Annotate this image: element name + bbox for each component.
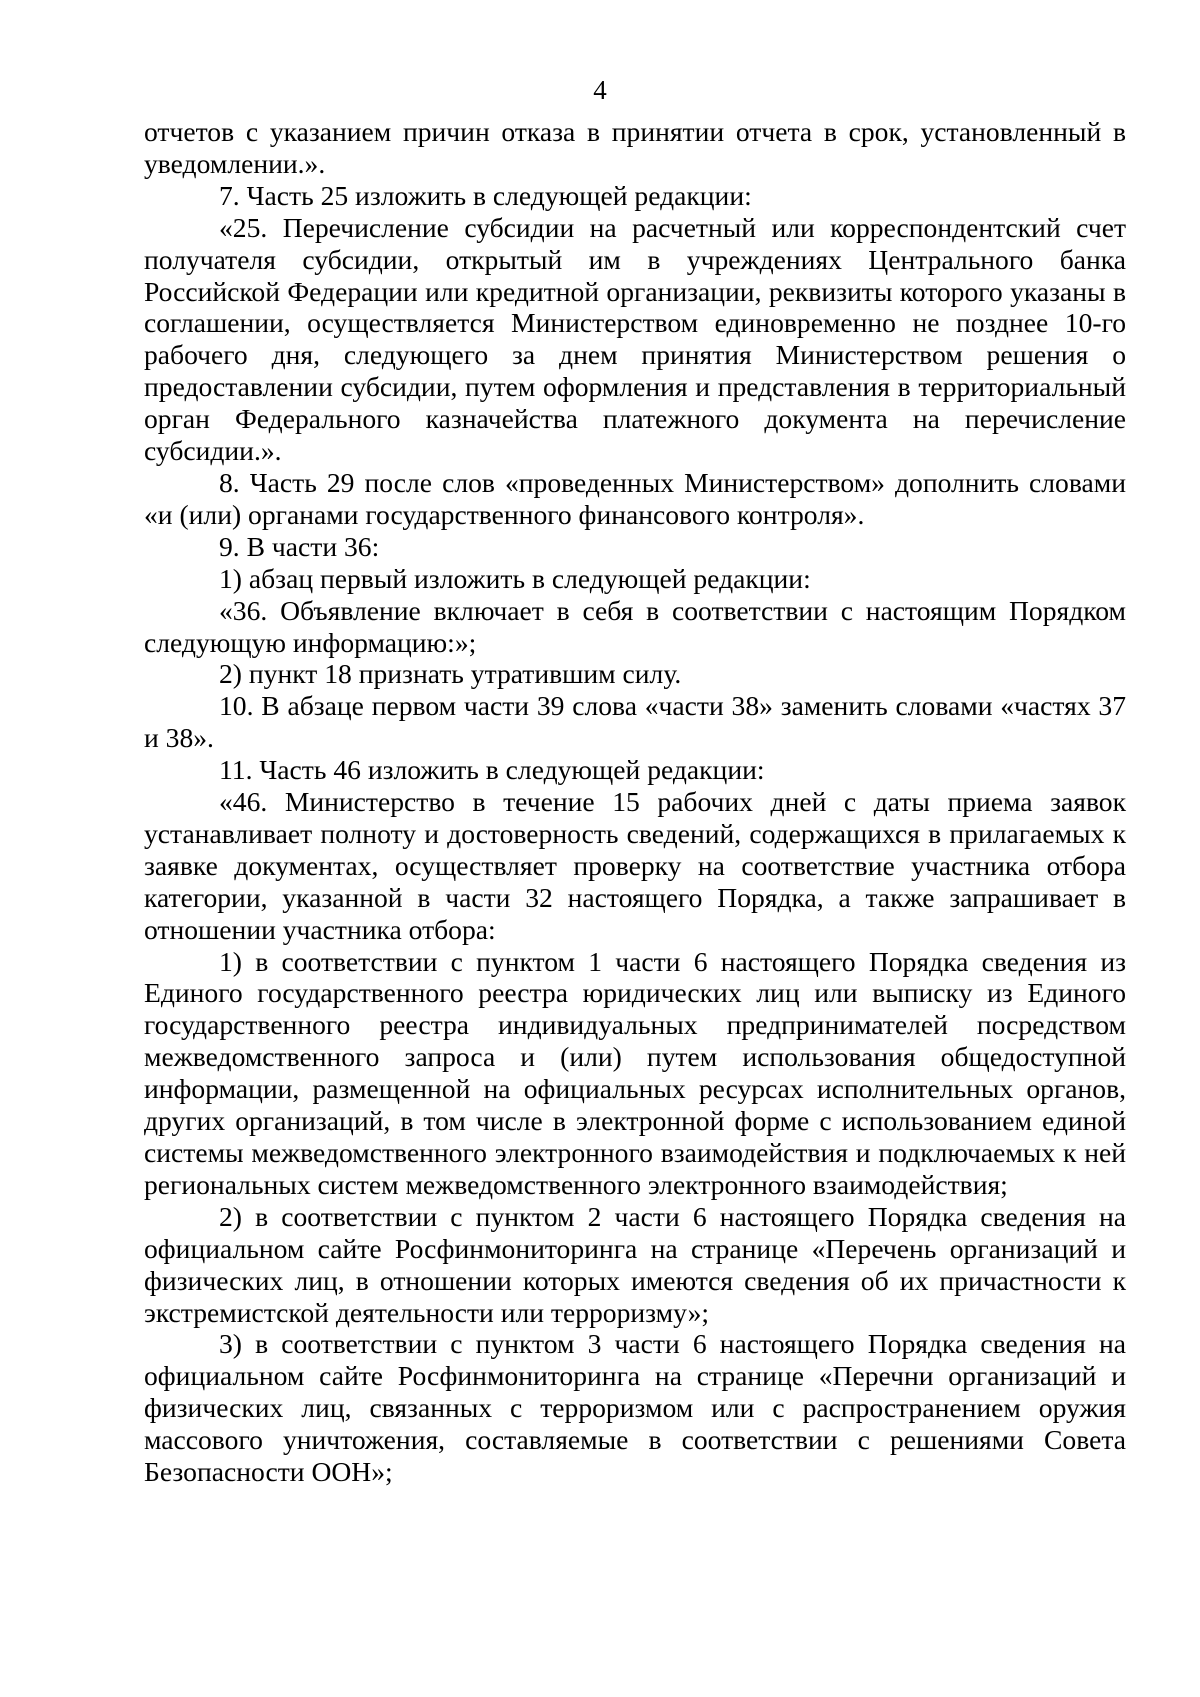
paragraph-item-8: 8. Часть 29 после слов «проведенных Министерством» дополнить словами «и (или) органами государственного финансового контроля». (144, 466, 1126, 530)
paragraph-quote-46: «46. Министерство в течение 15 рабочих дней с даты приема заявок устанавливает полноту и достоверность сведений, содержащихся в прилагаемых к заявке документах, осуществляет проверку на соответствие участника отбора категории, указанной в части 32 настоящего Порядка, а также запрашивает в отношении участника отбора: (144, 786, 1126, 945)
paragraph-item-9-sub-2: 2) пункт 18 признать утратившим силу. (219, 658, 682, 690)
paragraph-quote-46-sub-3: 3) в соответствии с пунктом 3 части 6 настоящего Порядка сведения на официальном сайте Росфинмониторинга на странице «Перечни организаций и физических лиц, связанных с терроризмом или с распространением оружия массового уничтожения, составляемые в соответствии с решениями Совета Безопасности ООН»; (144, 1328, 1126, 1488)
paragraph-quote-46-sub-2: 2) в соответствии с пунктом 2 части 6 настоящего Порядка сведения на официальном сайте Росфинмониторинга на странице «Перечень организаций и физических лиц, в отношении которых имеются сведения об их причастности к экстремистской деятельности или терроризму»; (144, 1200, 1126, 1328)
paragraph-item-9: 9. В части 36: (219, 530, 380, 562)
paragraph-item-10: 10. В абзаце первом части 39 слова «части 38» заменить словами «частях 37 и 38». (144, 690, 1126, 754)
paragraph-quote-25: «25. Перечисление субсидии на расчетный или корреспондентский счет получателя субсидии, открытый им в учреждениях Центрального банка Российской Федерации или кредитной организации, реквизиты которого указаны в соглашении, осуществляется Министерством единовременно не позднее 10-го рабочего дня, следующего за днем принятия Министерством решения о предоставлении субсидии, путем оформления и представления в территориальный орган Федерального казначейства платежного документа на перечисление субсидии.». (144, 211, 1126, 467)
paragraph-continuation: отчетов с указанием причин отказа в принятии отчета в срок, установленный в уведомлении.». (144, 116, 1126, 179)
paragraph-item-9-sub-1: 1) абзац первый изложить в следующей редакции: (219, 562, 811, 594)
paragraph-item-7: 7. Часть 25 изложить в следующей редакции: (219, 179, 752, 211)
paragraph-quote-46-sub-1: 1) в соответствии с пунктом 1 части 6 настоящего Порядка сведения из Единого государственного реестра юридических лиц или выписку из Единого государственного реестра индивидуальных предпринимателей посредством межведомственного запроса и (или) путем использования общедоступной информации, размещенной на официальных ресурсах исполнительных органов, других организаций, в том числе в электронной форме с использованием единой системы межведомственного электронного взаимодействия и подключаемых к ней региональных систем межведомственного электронного взаимодействия; (144, 945, 1126, 1200)
page-number: 4 (593, 75, 607, 105)
paragraph-quote-36: «36. Объявление включает в себя в соответствии с настоящим Порядком следующую информацию:»; (144, 594, 1126, 658)
paragraph-item-11: 11. Часть 46 изложить в следующей редакции: (219, 754, 765, 786)
document-body (144, 116, 1126, 1488)
